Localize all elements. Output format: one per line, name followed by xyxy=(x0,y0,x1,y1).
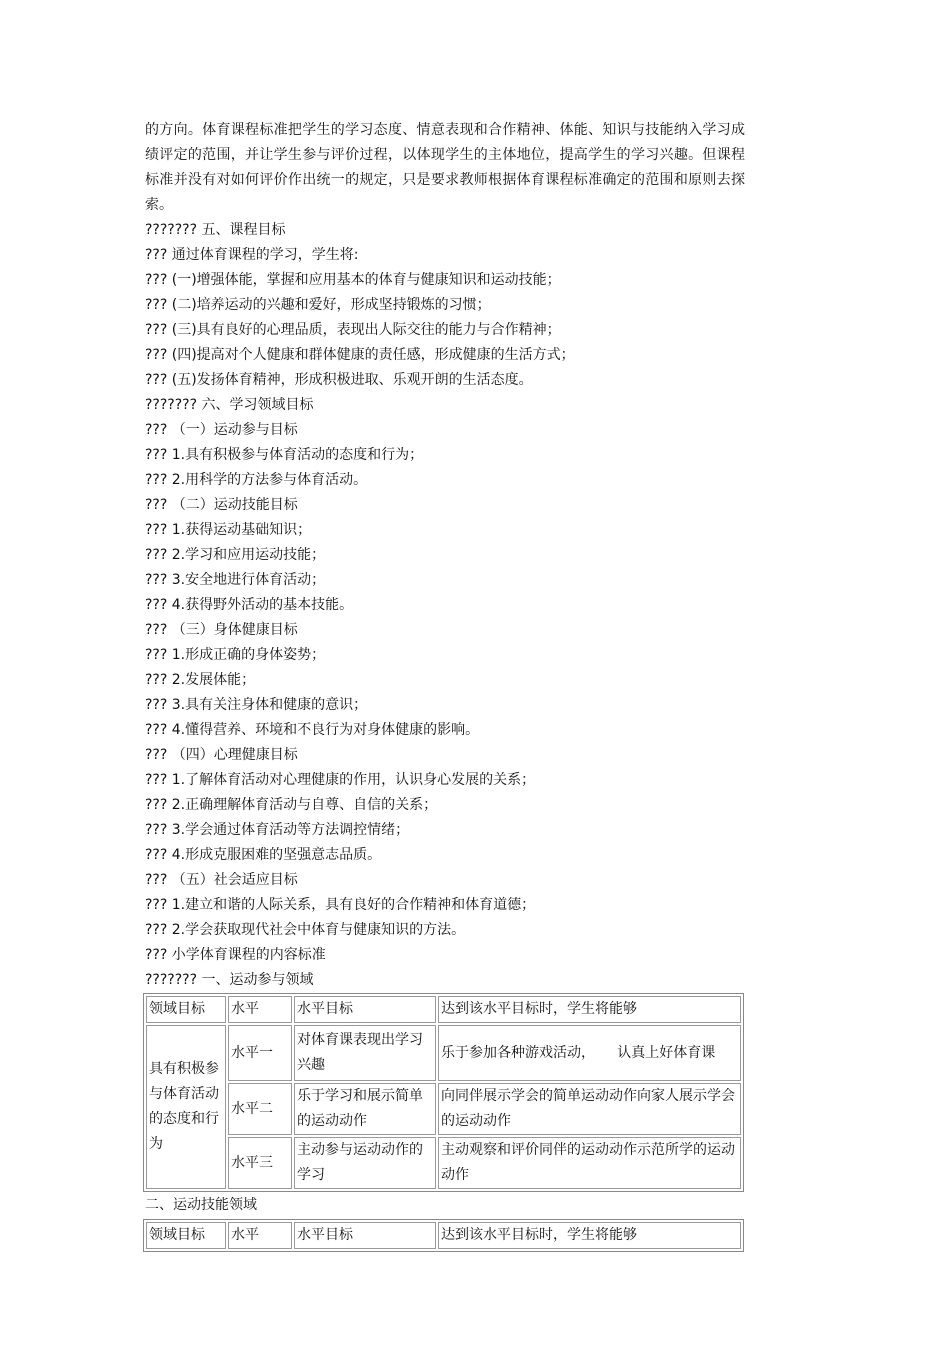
table-row xyxy=(146,1083,741,1135)
body-lines xyxy=(145,218,745,993)
level-goal-cell: 主动参与运动动作的学习 xyxy=(294,1137,436,1189)
text-line: ??? 3.安全地进行体育活动； xyxy=(145,572,326,588)
text-line: ??? 1.获得运动基础知识； xyxy=(145,522,312,538)
text-line: ??? 3.具有关注身体和健康的意识； xyxy=(145,697,368,713)
level-cell: 水平二 xyxy=(228,1083,292,1135)
domain-goal-cell: 具有积极参与体育活动的态度和行为 xyxy=(146,1025,226,1189)
motor-skills-table xyxy=(143,1219,744,1252)
text-line: ??? （二）运动技能目标 xyxy=(145,497,298,513)
sports-participation-table xyxy=(143,993,744,1192)
text-line: ??? (二)培养运动的兴趣和爱好，形成坚持锻炼的习惯； xyxy=(145,297,491,313)
table-header-row xyxy=(146,996,741,1023)
level-cell: 水平三 xyxy=(228,1137,292,1189)
text-line: ??? 2.用科学的方法参与体育活动。 xyxy=(145,472,368,488)
text-line: ??? (四)提高对个人健康和群体健康的责任感，形成健康的生活方式； xyxy=(145,347,575,363)
text-line: ??? 通过体育课程的学习，学生将: xyxy=(145,247,359,263)
outcome-cell: 主动观察和评价同伴的运动动作示范所学的运动动作 xyxy=(438,1137,741,1189)
text-line: ??? 2.学会获取现代社会中体育与健康知识的方法。 xyxy=(145,922,466,938)
text-line: ??? 1.了解体育活动对心理健康的作用，认识身心发展的关系； xyxy=(145,772,536,788)
text-line: ??????? 六、学习领域目标 xyxy=(145,397,314,413)
text-line: ??? 1.具有积极参与体育活动的态度和行为； xyxy=(145,447,424,463)
table-row xyxy=(146,1137,741,1189)
document-page xyxy=(145,118,745,1252)
header-outcome: 达到该水平目标时，学生将能够 xyxy=(438,996,741,1023)
text-line: ??? 1.建立和谐的人际关系，具有良好的合作精神和体育道德； xyxy=(145,897,536,913)
text-line: ??? 2.正确理解体育活动与自尊、自信的关系； xyxy=(145,797,438,813)
text-line: ??? (三)具有良好的心理品质，表现出人际交往的能力与合作精神； xyxy=(145,322,561,338)
text-line: ??? (一)增强体能，掌握和应用基本的体育与健康知识和运动技能； xyxy=(145,272,561,288)
text-line: ??? 4.获得野外活动的基本技能。 xyxy=(145,597,354,613)
text-line: ??? 2.学习和应用运动技能； xyxy=(145,547,326,563)
section-heading-motor-skills: 二、运动技能领域 xyxy=(145,1197,257,1213)
intro-paragraph: 的方向。体育课程标准把学生的学习态度、情意表现和合作精神、体能、知识与技能纳入学习成绩评定的范围，并让学生参与评价过程，以体现学生的主体地位，提高学生的学习兴趣。但课程标准并没有对如何评价作出统一的规定，只是要求教师根据体育课程标准确定的范围和原则去探索。 xyxy=(145,122,745,213)
text-line: ??? （三）身体健康目标 xyxy=(145,622,298,638)
text-line: ??? 3.学会通过体育活动等方法调控情绪； xyxy=(145,822,410,838)
header-level-goal: 水平目标 xyxy=(294,1222,436,1249)
header-domain-goal: 领域目标 xyxy=(146,996,226,1023)
text-line: ??? （五）社会适应目标 xyxy=(145,872,298,888)
table-row xyxy=(146,1025,741,1081)
level-goal-cell: 对体育课表现出学习兴趣 xyxy=(294,1025,436,1081)
text-line: ??? 2.发展体能； xyxy=(145,672,256,688)
text-line: ??? （四）心理健康目标 xyxy=(145,747,298,763)
text-line: ??????? 五、课程目标 xyxy=(145,222,286,238)
text-line: ??? (五)发扬体育精神，形成积极进取、乐观开朗的生活态度。 xyxy=(145,372,533,388)
text-line: ??? 小学体育课程的内容标准 xyxy=(145,947,326,963)
level-goal-cell: 乐于学习和展示简单的运动动作 xyxy=(294,1083,436,1135)
outcome-cell: 向同伴展示学会的简单运动动作向家人展示学会的运动动作 xyxy=(438,1083,741,1135)
header-outcome: 达到该水平目标时，学生将能够 xyxy=(438,1222,741,1249)
header-level: 水平 xyxy=(228,1222,292,1249)
header-domain-goal: 领域目标 xyxy=(146,1222,226,1249)
text-line: ??? 1.形成正确的身体姿势； xyxy=(145,647,326,663)
header-level: 水平 xyxy=(228,996,292,1023)
text-line: ??? 4.懂得营养、环境和不良行为对身体健康的影响。 xyxy=(145,722,480,738)
text-line: ??? 4.形成克服困难的坚强意志品质。 xyxy=(145,847,382,863)
intro-paragraph-block xyxy=(145,118,745,218)
level-cell: 水平一 xyxy=(228,1025,292,1081)
text-line: ??????? 一、运动参与领域 xyxy=(145,972,314,988)
outcome-cell: 乐于参加各种游戏活动， 认真上好体育课 xyxy=(438,1025,741,1081)
header-level-goal: 水平目标 xyxy=(294,996,436,1023)
table-header-row xyxy=(146,1222,741,1249)
text-line: ??? （一）运动参与目标 xyxy=(145,422,298,438)
